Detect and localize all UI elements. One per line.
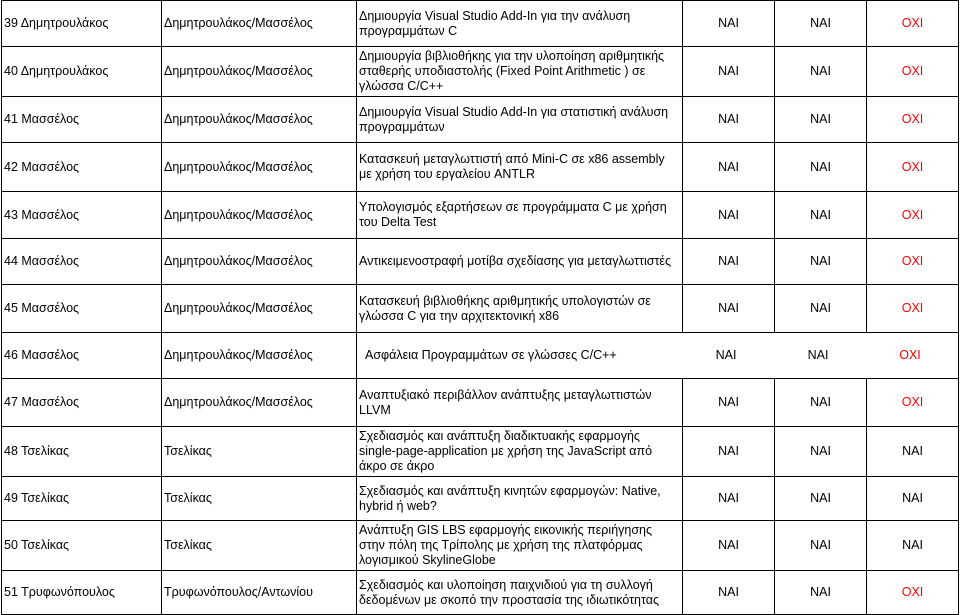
flag-b: ΝΑΙ bbox=[775, 1, 867, 47]
flag-a: ΝΑΙ bbox=[683, 285, 775, 333]
thesis-title: Αντικειμενοστραφή μοτίβα σχεδίασης για μεταγλωττιστές bbox=[357, 239, 683, 285]
flag-a: ΝΑΙ bbox=[683, 97, 775, 143]
flag-c: ΟΧΙ bbox=[867, 47, 959, 97]
flag-b: ΝΑΙ bbox=[775, 379, 867, 427]
flag-c: ΝΑΙ bbox=[867, 521, 959, 571]
thesis-title: Κατασκευή βιβλιοθήκης αριθμητικής υπολογιστών σε γλώσσα C για την αρχιτεκτονική x86 bbox=[357, 285, 683, 333]
thesis-title: Αναπτυξιακό περιβάλλον ανάπτυξης μεταγλωττιστών LLVM bbox=[357, 379, 683, 427]
flag-b: ΝΑΙ bbox=[775, 97, 867, 143]
author-name: Τσελίκας bbox=[21, 538, 70, 552]
author-name: Μασσέλος bbox=[21, 395, 80, 409]
table-row bbox=[2, 571, 959, 615]
table-row bbox=[2, 521, 959, 571]
supervisor-name: Δημητρουλάκος/Μασσέλος bbox=[162, 143, 357, 192]
author-name: Δημητρουλάκος bbox=[20, 64, 109, 78]
flag-a: ΝΑΙ bbox=[715, 348, 737, 362]
row-number: 50 bbox=[4, 538, 18, 552]
flag-b: ΝΑΙ bbox=[775, 239, 867, 285]
supervisor-name: Δημητρουλάκος/Μασσέλος bbox=[162, 97, 357, 143]
table-row bbox=[2, 285, 959, 333]
row-number: 49 bbox=[4, 491, 18, 505]
flag-c: ΟΧΙ bbox=[867, 239, 959, 285]
thesis-title: Ασφάλεια Προγραμμάτων σε γλώσσες C/C++ bbox=[365, 348, 617, 362]
thesis-title: Κατασκευή μεταγλωττιστή από Mini-C σε x86 assembly με χρήση του εργαλείου ANTLR bbox=[357, 143, 683, 192]
author-name: Μασσέλος bbox=[21, 348, 80, 362]
flag-c: ΟΧΙ bbox=[867, 379, 959, 427]
flag-a: ΝΑΙ bbox=[683, 379, 775, 427]
supervisor-name: Δημητρουλάκος/Μασσέλος bbox=[162, 47, 357, 97]
supervisor-name: Δημητρουλάκος/Μασσέλος bbox=[162, 333, 357, 379]
author-name: Μασσέλος bbox=[21, 254, 80, 268]
flag-b: ΝΑΙ bbox=[775, 47, 867, 97]
supervisor-name: Δημητρουλάκος/Μασσέλος bbox=[162, 192, 357, 239]
row-number: 46 bbox=[4, 348, 18, 362]
row-number: 40 bbox=[4, 64, 18, 78]
flag-c: ΝΑΙ bbox=[867, 477, 959, 521]
flag-a: ΝΑΙ bbox=[683, 521, 775, 571]
supervisor-name: Τρυφωνόπουλος/Αντωνίου bbox=[162, 571, 357, 615]
author-name: Τσελίκας bbox=[21, 444, 70, 458]
flag-b: ΝΑΙ bbox=[775, 477, 867, 521]
thesis-title: Υπολογισμός εξαρτήσεων σε προγράμματα C με χρήση του Delta Test bbox=[357, 192, 683, 239]
row-number: 48 bbox=[4, 444, 18, 458]
table-row bbox=[2, 1, 959, 47]
flag-a: ΝΑΙ bbox=[683, 192, 775, 239]
thesis-title: Σχεδιασμός και ανάπτυξη κινητών εφαρμογών: Native, hybrid ή web? bbox=[357, 477, 683, 521]
theses-table bbox=[1, 0, 959, 615]
flag-c: ΝΑΙ bbox=[867, 427, 959, 477]
thesis-title: Σχεδιασμός και ανάπτυξη διαδικτυακής εφαρμογής single-page-application με χρήση της JavaScript από άκρο σε άκρο bbox=[357, 427, 683, 477]
table-row bbox=[2, 427, 959, 477]
thesis-title: Δημιουργία Visual Studio Add-In για στατιστική ανάλυση προγραμμάτων bbox=[357, 97, 683, 143]
thesis-title: Ανάπτυξη GIS LBS εφαρμογής εικονικής περιήγησης στην πόλη της Τρίπολης με χρήση της πλατφόρμας λογισμικού SkylineGlobe bbox=[357, 521, 683, 571]
thesis-title: Σχεδιασμός και υλοποίηση παιχνιδιού για τη συλλογή δεδομένων με σκοπό την προστασία της ιδιωτικότητας bbox=[357, 571, 683, 615]
flag-b: ΝΑΙ bbox=[775, 427, 867, 477]
supervisor-name: Τσελίκας bbox=[162, 477, 357, 521]
supervisor-name: Δημητρουλάκος/Μασσέλος bbox=[162, 239, 357, 285]
flag-b: ΝΑΙ bbox=[775, 571, 867, 615]
flag-c: ΟΧΙ bbox=[867, 571, 959, 615]
row-number: 42 bbox=[4, 159, 18, 174]
author-name: Μασσέλος bbox=[21, 207, 80, 222]
flag-a: ΝΑΙ bbox=[683, 239, 775, 285]
thesis-title: Δημιουργία βιβλιοθήκης για την υλοποίηση αριθμητικής σταθερής υποδιαστολής (Fixed Point Arithmetic ) σε γλώσσα C/C++ bbox=[357, 47, 683, 97]
flag-b: ΝΑΙ bbox=[775, 521, 867, 571]
author-name: Μασσέλος bbox=[21, 301, 80, 315]
author-name: Δημητρουλάκος bbox=[20, 16, 109, 30]
table-row bbox=[2, 379, 959, 427]
flag-c: ΟΧΙ bbox=[867, 97, 959, 143]
row-number: 47 bbox=[4, 395, 18, 409]
flag-a: ΝΑΙ bbox=[683, 571, 775, 615]
table-row bbox=[2, 239, 959, 285]
supervisor-name: Δημητρουλάκος/Μασσέλος bbox=[162, 379, 357, 427]
flag-a: ΝΑΙ bbox=[683, 47, 775, 97]
row-number: 41 bbox=[4, 112, 18, 126]
thesis-title: Δημιουργία Visual Studio Add-In για την ανάλυση προγραμμάτων C bbox=[357, 1, 683, 47]
flag-b: ΝΑΙ bbox=[775, 192, 867, 239]
table-row bbox=[2, 143, 959, 192]
author-name: Μασσέλος bbox=[21, 112, 80, 126]
table-row bbox=[2, 97, 959, 143]
flag-b: ΝΑΙ bbox=[807, 348, 829, 362]
row-number: 51 bbox=[4, 585, 18, 599]
flag-c: ΟΧΙ bbox=[867, 285, 959, 333]
table-row bbox=[2, 477, 959, 521]
table-row bbox=[2, 333, 959, 379]
row-number: 45 bbox=[4, 301, 18, 315]
row-number: 43 bbox=[4, 207, 18, 222]
flag-a: ΝΑΙ bbox=[683, 1, 775, 47]
author-name: Τσελίκας bbox=[21, 491, 70, 505]
supervisor-name: Τσελίκας bbox=[162, 521, 357, 571]
supervisor-name: Τσελίκας bbox=[162, 427, 357, 477]
supervisor-name: Δημητρουλάκος/Μασσέλος bbox=[162, 1, 357, 47]
flag-c: ΟΧΙ bbox=[867, 192, 959, 239]
flag-a: ΝΑΙ bbox=[683, 143, 775, 192]
flag-c: ΟΧΙ bbox=[899, 348, 921, 362]
flag-b: ΝΑΙ bbox=[775, 285, 867, 333]
flag-c: ΟΧΙ bbox=[867, 143, 959, 192]
supervisor-name: Δημητρουλάκος/Μασσέλος bbox=[162, 285, 357, 333]
author-name: Τρυφωνόπουλος bbox=[21, 585, 115, 599]
flag-c: ΟΧΙ bbox=[867, 1, 959, 47]
table-row bbox=[2, 192, 959, 239]
table-row bbox=[2, 47, 959, 97]
row-number: 39 bbox=[4, 16, 18, 30]
flag-a: ΝΑΙ bbox=[683, 477, 775, 521]
flag-b: ΝΑΙ bbox=[775, 143, 867, 192]
row-number: 44 bbox=[4, 254, 18, 268]
author-name: Μασσέλος bbox=[21, 159, 80, 174]
flag-a: ΝΑΙ bbox=[683, 427, 775, 477]
